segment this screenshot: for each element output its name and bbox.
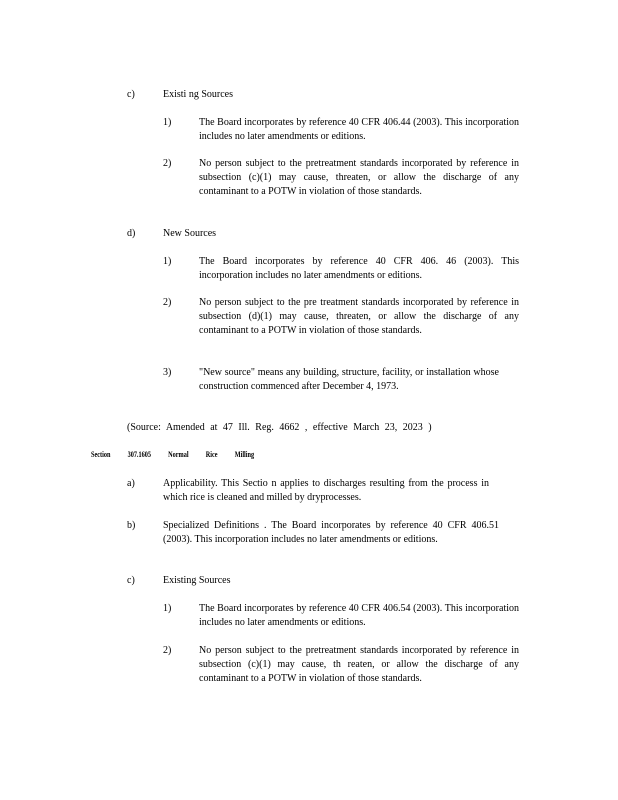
specialized-definitions-text: Specialized Definitions . The Board incorporates by reference 40 CFR 406.51 (2003). This incorporation includes no later amendments or editions.: [163, 520, 499, 545]
subsection-marker-a: a): [127, 478, 135, 489]
subsection-marker-c: c): [127, 89, 135, 100]
item-text: The Board incorporates by reference 40 CFR 406.54 (2003). This incorporation includes no later amendments or editions.: [199, 603, 519, 628]
subsection-heading-existing-sources: Existi ng Sources: [163, 89, 233, 100]
subsection-heading-existing-sources: Existing Sources: [163, 575, 231, 586]
section-label: Section: [91, 450, 111, 459]
item-text: No person subject to the pretreatment standards incorporated by reference in subsection (c)(1) may cause, th reaten, or allow the discharge of any contaminant to a POTW in violation of those standards.: [199, 645, 519, 684]
item-text: The Board incorporates by reference 40 CFR 406. 46 (2003). This incorporation includes no later amendments or editions.: [199, 256, 519, 281]
subsection-heading-new-sources: New Sources: [163, 228, 217, 239]
item-marker: 1): [163, 256, 172, 267]
item-text: "New source" means any building, structure, facility, or installation whose construction commenced after December 4, 1973.: [199, 367, 499, 392]
section-title-word: Milling: [234, 450, 255, 459]
item-text: No person subject to the pre treatment standards incorporated by reference in subsection (d)(1) may cause, threaten, or allow the discharge of any contaminant to a POTW in violation of those standards.: [199, 297, 519, 336]
applicability-text: Applicability. This Sectio n applies to discharges resulting from the process in which rice is cleaned and milled by dryprocesses.: [163, 478, 489, 503]
source-note: (Source: Amended at 47 Ill. Reg. 4662 , effective March 23, 2023 ): [127, 422, 432, 433]
item-marker: 1): [163, 603, 172, 614]
item-marker: 2): [163, 158, 172, 169]
subsection-marker-c: c): [127, 575, 135, 586]
section-title-word: Normal: [168, 450, 189, 459]
section-title-word: Rice: [205, 450, 218, 459]
item-text: The Board incorporates by reference 40 CFR 406.44 (2003). This incorporation includes no later amendments or editions.: [199, 117, 519, 142]
section-heading: [91, 449, 271, 461]
subsection-marker-d: d): [127, 228, 136, 239]
item-marker: 1): [163, 117, 172, 128]
item-marker: 3): [163, 367, 172, 378]
item-text: No person subject to the pretreatment standards incorporated by reference in subsection (c)(1) may cause, threaten, or allow the discharge of any contaminant to a POTW in violation of those standards.: [199, 158, 519, 197]
section-number: 307.1605: [127, 450, 151, 459]
item-marker: 2): [163, 645, 172, 656]
subsection-marker-b: b): [127, 520, 136, 531]
item-marker: 2): [163, 297, 172, 308]
